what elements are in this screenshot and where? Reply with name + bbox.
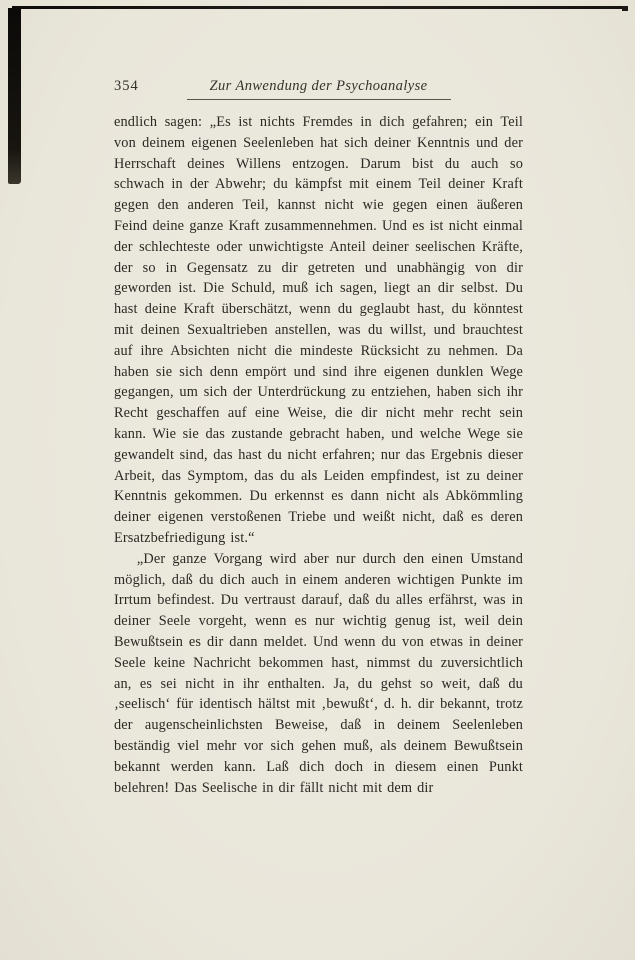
page-number: 354 — [114, 78, 139, 94]
scan-artifact-top-right — [622, 6, 628, 11]
body-paragraph-2: „Der ganze Vorgang wird aber nur durch den einen Umstand möglich, daß du dich auch in einem anderen wichtigen Punkte im Irrtum befindest. Du vertraust darauf, daß du alles erfährst, was in deiner Seele vorgeht, wenn es nur wichtig genug ist, weil dein Bewußtsein es dir dann meldet. Und wenn du von etwas in deiner Seele keine Nachricht bekommen hast, nimmst du zuversichtlich an, es sei nicht in ihr enthalten. Ja, du gehst so weit, daß du ‚seelisch‘ für identisch hältst mit ‚bewußt‘, d. h. dir bekannt, trotz der augenscheinlichsten Beweise, daß in deinem Seelenleben beständig viel mehr vor sich gehen muß, als deinem Bewußtsein bekannt werden kann. Laß dich doch in diesem einen Punkt belehren! Das Seelische in dir fällt nicht mit dem dir — [114, 550, 523, 796]
running-header-title: Zur Anwendung der Psychoanalyse — [209, 78, 428, 94]
header-rule — [187, 99, 451, 100]
scan-artifact-left-edge — [8, 8, 21, 184]
text-block — [114, 78, 523, 798]
body-text — [114, 112, 523, 798]
body-paragraph-1: endlich sagen: „Es ist nichts Fremdes in dich gefahren; ein Teil von deinem eigenen Seelenleben hat sich deiner Kenntnis und der Herrschaft deines Willens entzogen. Darum bist du auch so schwach in der Abwehr; du kämpfst mit einem Teil deiner Kraft gegen den anderen Teil, kannst nicht wie gegen einen äußeren Feind deine ganze Kraft zusammennehmen. Und es ist nicht einmal der schlechteste oder unwichtigste Anteil deiner seelischen Kräfte, der so in Gegensatz zu dir getreten und unabhängig von dir geworden ist. Die Schuld, muß ich sagen, liegt an dir selbst. Du hast deine Kraft überschätzt, wenn du geglaubt hast, du könntest mit deinen Sexualtrieben anstellen, was du willst, und brauchtest auf ihre Absichten nicht die mindeste Rücksicht zu nehmen. Da haben sie sich denn empört und sind ihre eigenen dunklen Wege gegangen, um sich der Unterdrückung zu entziehen, haben sich ihr Recht geschaffen auf eine Weise, die dir nicht mehr recht sein kann. Wie sie das zustande gebracht haben, und welche Wege sie gewandelt sind, das hast du nicht erfahren; nur das Ergebnis dieser Arbeit, das Symptom, das du als Leiden empfindest, ist zu deiner Kenntnis gekommen. Du erkennst es dann nicht als Abkömmling deiner eigenen verstoßenen Triebe und weißt nicht, daß es deren Ersatzbefriedigung ist.“ — [114, 114, 523, 546]
page-header — [114, 78, 523, 98]
scan-artifact-top-edge — [12, 6, 624, 9]
